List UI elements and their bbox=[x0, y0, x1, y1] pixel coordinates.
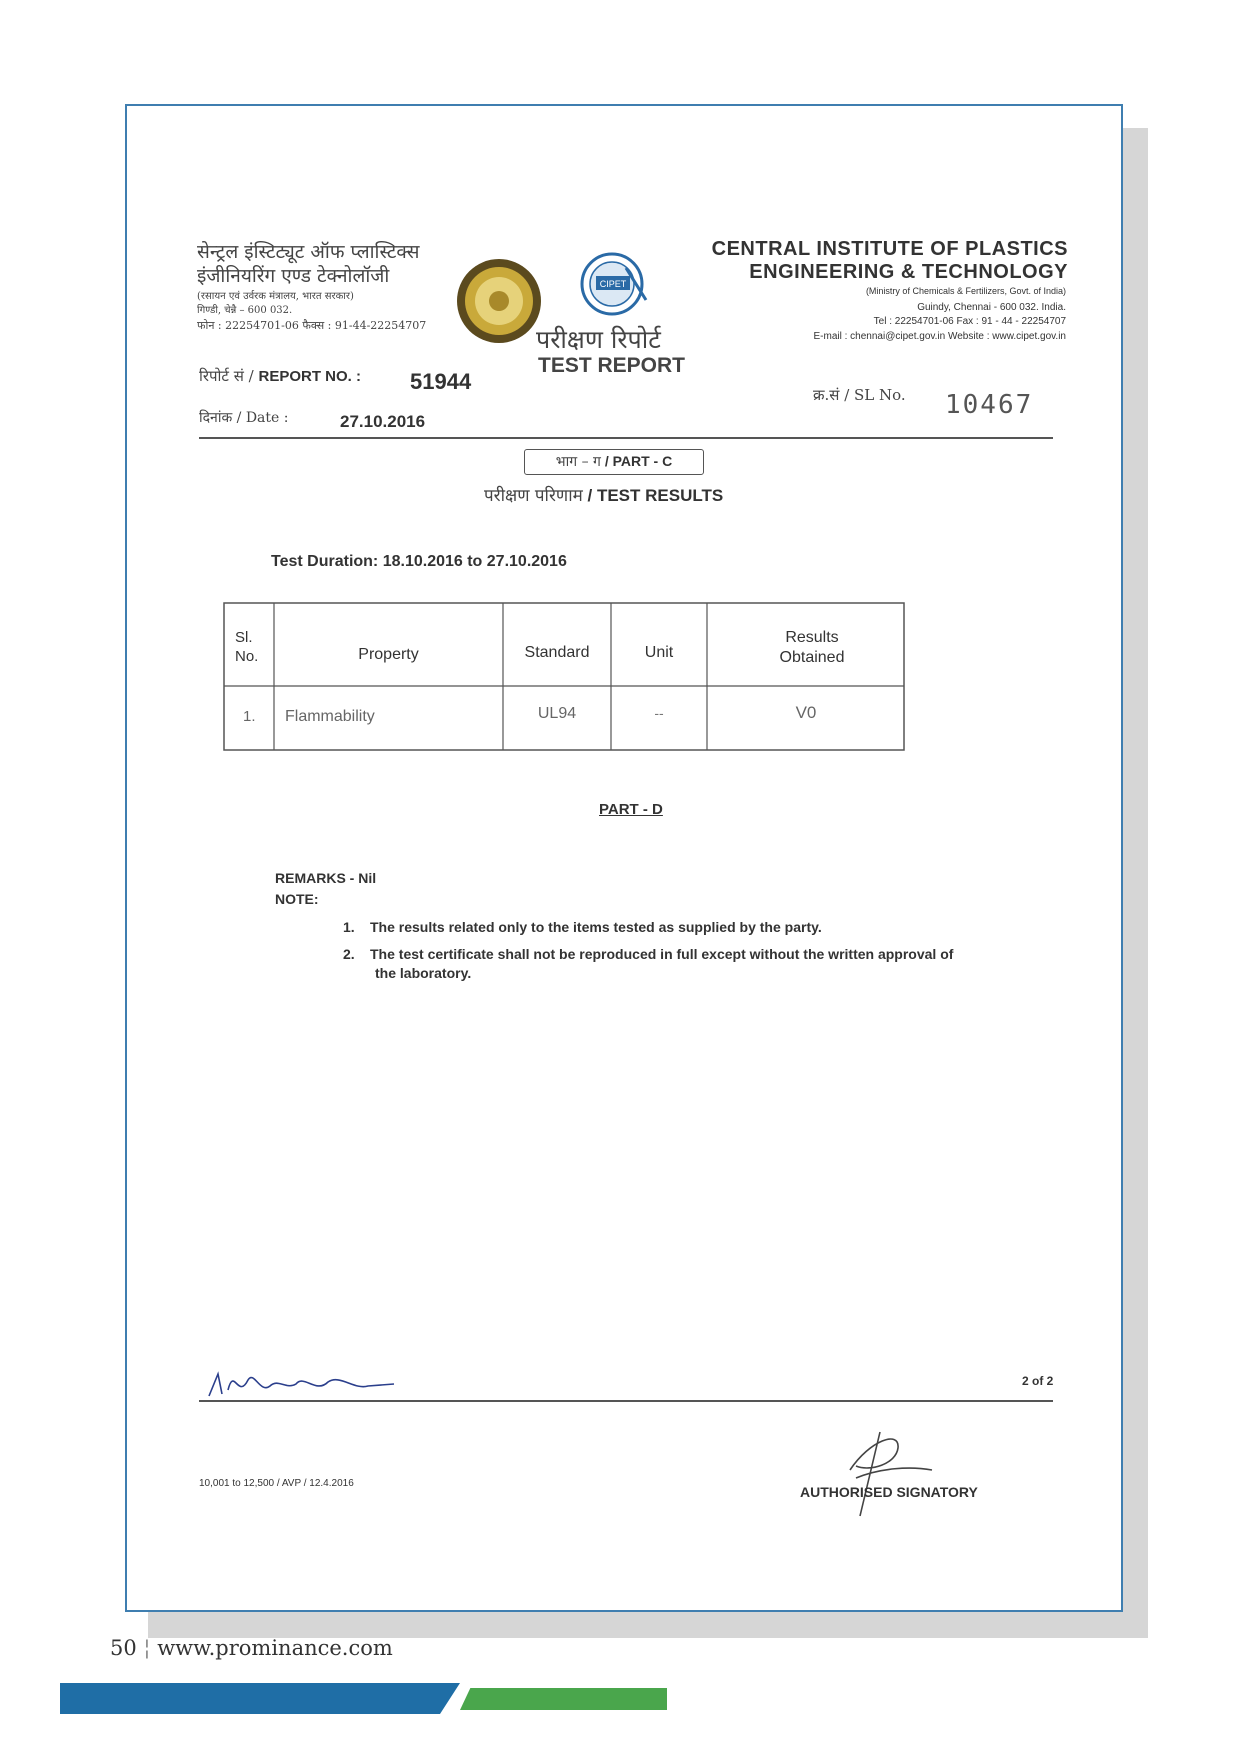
footer-website-link[interactable]: www.prominance.com bbox=[157, 1636, 393, 1660]
th-sl-no: Sl. No. bbox=[235, 629, 259, 665]
report-label-hindi: रिपोर्ट सं / bbox=[199, 367, 259, 385]
part-c-box bbox=[524, 449, 704, 475]
page-count: 2 of 2 bbox=[1022, 1374, 1054, 1388]
title-test-report: TEST REPORT bbox=[538, 354, 686, 377]
title-hindi: परीक्षण रिपोर्ट bbox=[536, 325, 661, 354]
note-2-text-cont: the laboratory. bbox=[375, 965, 472, 981]
header-right-line5: Tel : 22254701-06 Fax : 91 - 44 - 22254707 bbox=[873, 316, 1066, 327]
header-right-line2: ENGINEERING & TECHNOLOGY bbox=[749, 261, 1068, 283]
note-2-number: 2. bbox=[343, 946, 355, 962]
remarks: REMARKS - Nil bbox=[275, 870, 377, 886]
test-results-hindi: परीक्षण परिणाम bbox=[484, 486, 583, 506]
sl-no-label: क्र.सं / SL No. bbox=[813, 386, 906, 404]
footer-blue-bar bbox=[60, 1683, 460, 1714]
test-results-label: / TEST RESULTS bbox=[587, 486, 724, 505]
footer-separator: ¦ bbox=[143, 1636, 151, 1660]
footer-page-number: 50 bbox=[110, 1636, 137, 1660]
header-right-line6: E-mail : chennai@cipet.gov.in Website : www.cipet.gov.in bbox=[813, 331, 1066, 342]
results-table-grid bbox=[223, 602, 905, 752]
report-number: 51944 bbox=[410, 369, 472, 394]
header-left-line5: फोन : 22254701-06 फैक्स : 91-44-22254707 bbox=[197, 319, 427, 332]
header-left-line2: इंजीनियरिंग एण्ड टेक्नोलॉजी bbox=[197, 265, 390, 287]
note-1-number: 1. bbox=[343, 919, 355, 935]
results-table bbox=[223, 602, 905, 752]
note-1-text: The results related only to the items tested as supplied by the party. bbox=[370, 919, 822, 935]
signature-line bbox=[199, 1400, 1053, 1402]
header-left-line4: गिण्डी, चेन्नै – 600 032. bbox=[197, 305, 293, 316]
th-results-obtained: Results Obtained bbox=[779, 629, 845, 666]
td-result: V0 bbox=[795, 703, 817, 722]
test-duration: Test Duration: 18.10.2016 to 27.10.2016 bbox=[271, 553, 567, 570]
td-sl-no: 1. bbox=[243, 708, 256, 725]
authorised-signatory: AUTHORISED SIGNATORY bbox=[800, 1484, 978, 1500]
authorised-signature bbox=[820, 1420, 940, 1518]
th-property: Property bbox=[358, 646, 419, 663]
header-divider bbox=[199, 437, 1053, 439]
td-unit: -- bbox=[654, 705, 664, 721]
part-c-label: / PART - C bbox=[604, 453, 673, 469]
date-label: दिनांक / Date : bbox=[199, 410, 289, 426]
header-right-line3: (Ministry of Chemicals & Fertilizers, Govt. of India) bbox=[865, 286, 1066, 296]
part-c-label-hindi: भाग – ग bbox=[555, 454, 601, 470]
header-left-line1: सेन्ट्रल इंस्टिट्यूट ऑफ प्लास्टिक्स bbox=[197, 241, 420, 263]
sl-no-value: 10467 bbox=[945, 390, 1034, 420]
print-reference: 10,001 to 12,500 / AVP / 12.4.2016 bbox=[199, 1478, 354, 1489]
cipet-logo bbox=[578, 250, 650, 320]
footer-green-bar bbox=[460, 1688, 667, 1710]
td-property: Flammability bbox=[285, 708, 375, 725]
header-right-line1: CENTRAL INSTITUTE OF PLASTICS bbox=[711, 238, 1068, 260]
header-right-line4: Guindy, Chennai - 600 032. India. bbox=[917, 302, 1066, 313]
note-label: NOTE: bbox=[275, 891, 319, 907]
date-value: 27.10.2016 bbox=[340, 412, 426, 431]
footer-text bbox=[110, 1636, 393, 1660]
th-unit: Unit bbox=[644, 644, 674, 661]
cipet-logo-text: CIPET bbox=[599, 279, 627, 289]
header-left-line3: (रसायन एवं उर्वरक मंत्रालय, भारत सरकार) bbox=[197, 291, 354, 302]
note-2-text: The test certificate shall not be reproduced in full except without the written approval of bbox=[370, 946, 954, 962]
report-number-label bbox=[199, 366, 361, 386]
part-d-heading: PART - D bbox=[599, 801, 663, 818]
report-label: REPORT NO. : bbox=[258, 368, 361, 385]
td-standard: UL94 bbox=[537, 705, 577, 722]
test-results-heading bbox=[484, 483, 723, 506]
gold-seal-emblem bbox=[455, 257, 543, 345]
th-standard: Standard bbox=[524, 644, 590, 661]
